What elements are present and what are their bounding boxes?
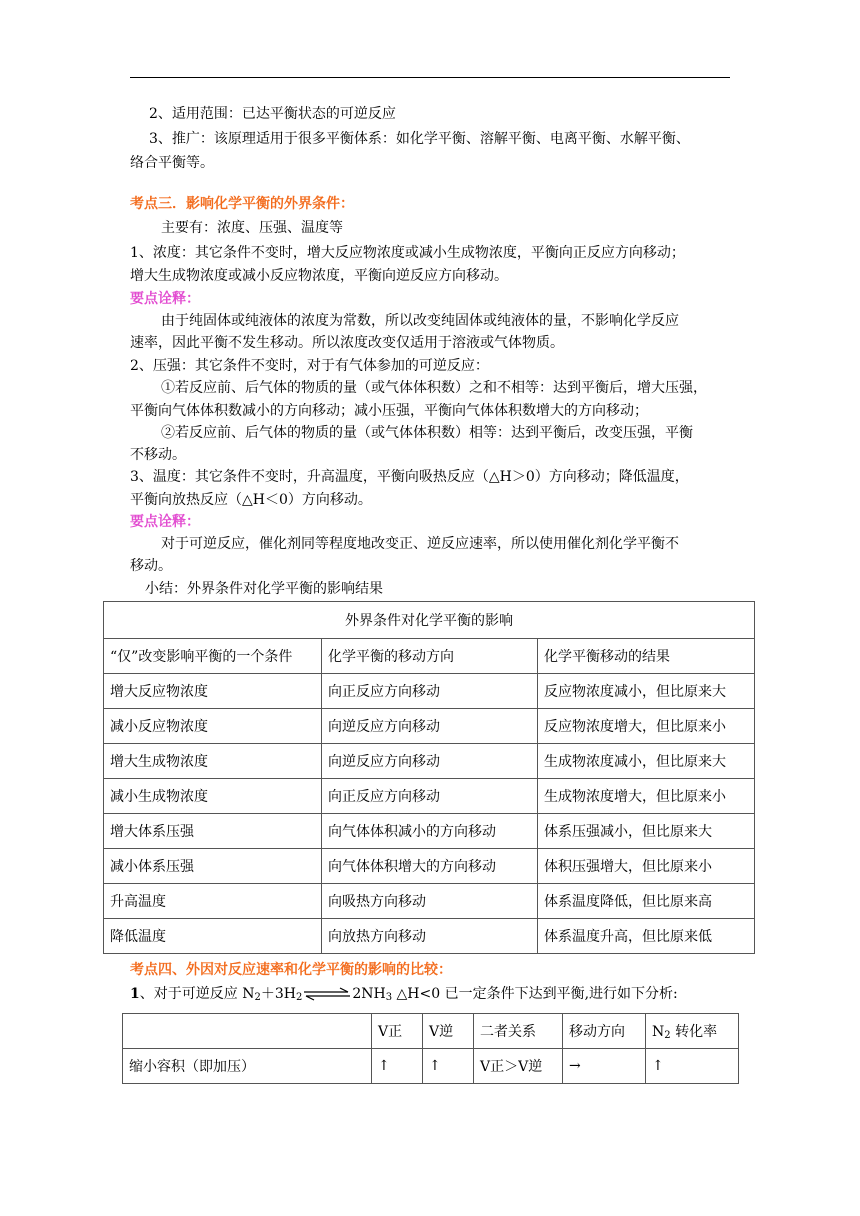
paragraph: 对于可逆反应，催化剂同等程度地改变正、逆反应速率，所以使用催化剂化学平衡不 (161, 536, 679, 552)
table-cell: 反应物浓度减小，但比原来大 (538, 674, 755, 709)
table-row (104, 779, 755, 814)
column-header (646, 1014, 739, 1049)
table-cell: 减小体系压强 (104, 849, 322, 884)
table-header-row (123, 1014, 739, 1049)
paragraph: 移动。 (130, 558, 172, 574)
column-header: 化学平衡的移动方向 (322, 639, 538, 674)
column-header: V正 (372, 1014, 423, 1049)
table-cell: 体系温度升高，但比原来低 (538, 919, 755, 954)
paragraph: ①若反应前、后气体的物质的量（或气体体积数）之和不相等：达到平衡后，增大压强， (161, 380, 707, 396)
paragraph: 增大生成物浓度或减小反应物浓度，平衡向逆反应方向移动。 (130, 268, 508, 284)
table-cell: 向正反应方向移动 (322, 779, 538, 814)
reaction-text: 2NH (352, 986, 386, 1002)
equilibrium-arrow-icon (302, 987, 352, 1001)
table-row (104, 849, 755, 884)
subscript: 3 (385, 992, 393, 1003)
table-row (104, 709, 755, 744)
header-rule (130, 77, 730, 78)
column-header (123, 1014, 372, 1049)
table-cell: 缩小容积（即加压） (123, 1049, 372, 1084)
column-header: 化学平衡移动的结果 (538, 639, 755, 674)
equilibrium-effects-table (103, 601, 755, 954)
table-cell: 向放热方向移动 (322, 919, 538, 954)
paragraph: 3、温度：其它条件不变时，升高温度，平衡向吸热反应（△H＞0）方向移动；降低温度， (130, 469, 689, 485)
reaction-line (130, 984, 678, 1008)
paragraph: 平衡向放热反应（△H＜0）方向移动。 (130, 492, 372, 508)
table-cell: 减小生成物浓度 (104, 779, 322, 814)
subscript: 2 (295, 992, 303, 1003)
subscript: 2 (254, 992, 261, 1003)
paragraph: 不移动。 (130, 447, 186, 463)
table-cell: ↑ (372, 1049, 423, 1084)
table-cell: 向逆反应方向移动 (322, 744, 538, 779)
table-cell: 体积压强增大，但比原来小 (538, 849, 755, 884)
paragraph: 小结：外界条件对化学平衡的影响结果 (145, 581, 383, 597)
paragraph: 2、压强：其它条件不变时，对于有气体参加的可逆反应： (130, 358, 489, 374)
paragraph: ②若反应前、后气体的物质的量（或气体体积数）相等：达到平衡后，改变压强，平衡 (161, 425, 693, 441)
column-header: V逆 (423, 1014, 474, 1049)
note-heading: 要点诠释： (130, 291, 200, 307)
table-cell: 向逆反应方向移动 (322, 709, 538, 744)
table-cell: 降低温度 (104, 919, 322, 954)
table-cell: 向气体体积增大的方向移动 (322, 849, 538, 884)
reaction-text: 、对于可逆反应 N (139, 986, 255, 1002)
table-cell: 升高温度 (104, 884, 322, 919)
table-row (104, 919, 755, 954)
item-number: 1 (130, 986, 140, 1002)
table-title: 外界条件对化学平衡的影响 (104, 602, 755, 639)
subscript: 2 (664, 1030, 671, 1041)
paragraph: 3、推广：该原理适用于很多平衡体系：如化学平衡、溶解平衡、电离平衡、水解平衡、 (149, 131, 690, 147)
column-header: 二者关系 (474, 1014, 563, 1049)
paragraph: 速率，因此平衡不发生移动。所以浓度改变仅适用于溶液或气体物质。 (130, 335, 564, 351)
paragraph: 平衡向气体体积数减小的方向移动；减小压强，平衡向气体体积数增大的方向移动； (130, 403, 648, 419)
table-cell: 增大生成物浓度 (104, 744, 322, 779)
header-text: 转化率 (670, 1024, 718, 1040)
table-header-row (104, 639, 755, 674)
paragraph: 主要有：浓度、压强、温度等 (161, 220, 343, 236)
table-cell: V正＞V逆 (474, 1049, 563, 1084)
table-cell: 体系压强减小，但比原来大 (538, 814, 755, 849)
reaction-text: ＋3H (260, 986, 296, 1002)
paragraph: 1、浓度：其它条件不变时，增大反应物浓度或减小生成物浓度，平衡向正反应方向移动； (130, 245, 685, 261)
header-text: N (652, 1024, 665, 1040)
paragraph: 由于纯固体或纯液体的浓度为常数，所以改变纯固体或纯液体的量，不影响化学反应 (161, 313, 679, 329)
table-row (104, 884, 755, 919)
column-header: 移动方向 (563, 1014, 646, 1049)
factor-comparison-table (122, 1013, 739, 1084)
paragraph: 2、适用范围：已达平衡状态的可逆反应 (149, 106, 396, 122)
table-cell: 向气体体积减小的方向移动 (322, 814, 538, 849)
table-cell: ↑ (423, 1049, 474, 1084)
section-heading: 考点四、外因对反应速率和化学平衡的影响的比较： (130, 962, 452, 978)
table-cell: 反应物浓度增大，但比原来小 (538, 709, 755, 744)
table-cell: ↑ (646, 1049, 739, 1084)
table-row (123, 1049, 739, 1084)
table-row (104, 744, 755, 779)
table-cell: 生成物浓度减小，但比原来大 (538, 744, 755, 779)
table-row (104, 814, 755, 849)
column-header: “仅”改变影响平衡的一个条件 (104, 639, 322, 674)
table-cell: 增大体系压强 (104, 814, 322, 849)
table-cell: 向吸热方向移动 (322, 884, 538, 919)
table-cell: 体系温度降低，但比原来高 (538, 884, 755, 919)
section-heading: 考点三．影响化学平衡的外界条件： (130, 196, 354, 212)
reaction-text: △H<0 已一定条件下达到平衡,进行如下分析: (392, 986, 678, 1002)
table-cell: 减小反应物浓度 (104, 709, 322, 744)
note-heading: 要点诠释： (130, 514, 200, 530)
table-cell: 向正反应方向移动 (322, 674, 538, 709)
table-cell: → (563, 1049, 646, 1084)
table-cell: 生成物浓度增大，但比原来小 (538, 779, 755, 814)
table-row (104, 674, 755, 709)
table-cell: 增大反应物浓度 (104, 674, 322, 709)
paragraph: 络合平衡等。 (130, 155, 214, 171)
